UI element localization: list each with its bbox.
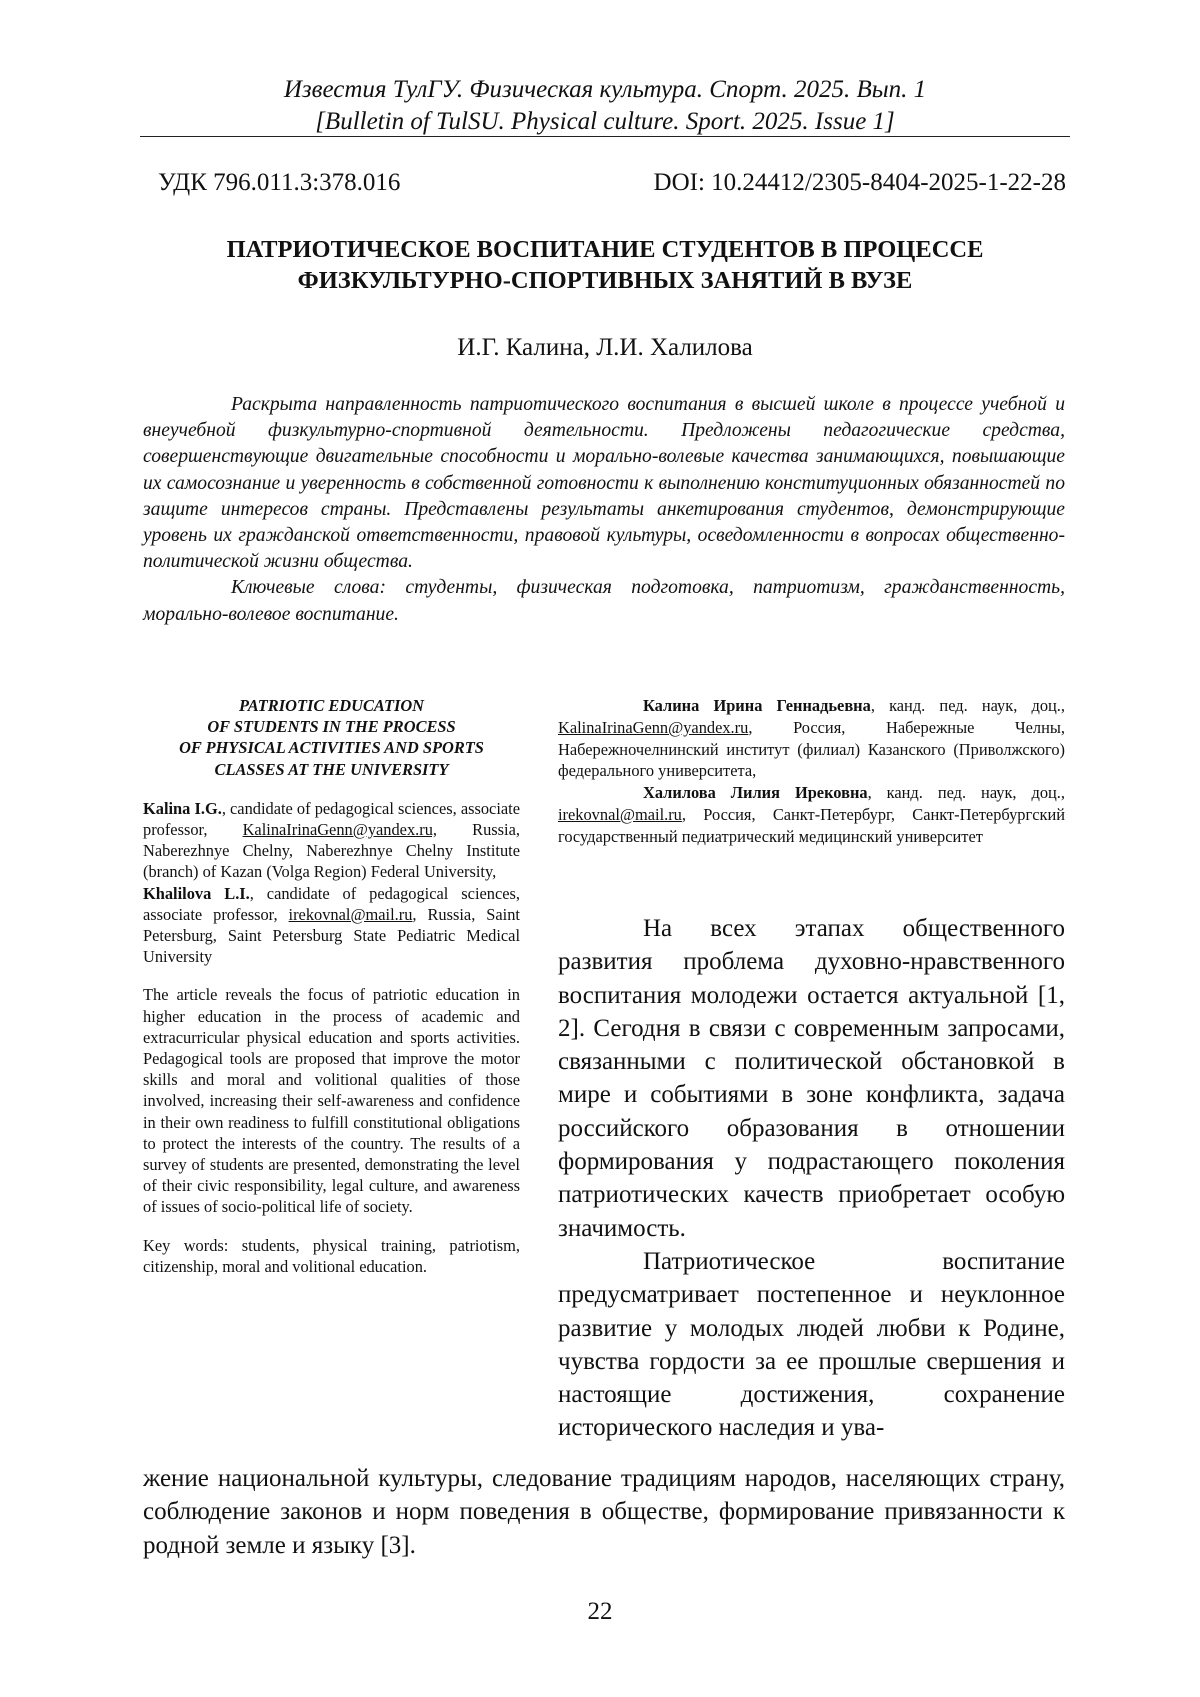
ru-author-1-degree: , канд. пед. наук, доц., xyxy=(870,696,1065,715)
body-paragraph-2-start: Патриотическое воспитание предусматривает постепенное и неуклонное развитие у молодых людей любви к Родине, чувства гордости за ее прошлые свершения и настоящие достижения, сохранение исторического наследия и ува- xyxy=(558,1247,1065,1442)
journal-header xyxy=(140,74,1070,138)
abstract-ru xyxy=(143,392,1065,628)
article-authors: И.Г. Калина, Л.И. Халилова xyxy=(457,334,753,361)
english-author-2 xyxy=(143,883,520,968)
english-title-line3: OF PHYSICAL ACTIVITIES AND SPORTS xyxy=(179,738,484,758)
ru-author-1-email[interactable]: KalinaIrinaGenn@yandex.ru xyxy=(558,717,749,737)
journal-header-en: [Bulletin of TulSU. Physical culture. Sport. 2025. Issue 1] xyxy=(315,108,895,135)
header-rule xyxy=(140,136,1070,137)
english-title-line1: PATRIOTIC EDUCATION xyxy=(238,696,425,715)
doi-code: DOI: 10.24412/2305-8404-2025-1-22-28 xyxy=(653,169,1066,196)
page-number: 22 xyxy=(587,1598,613,1625)
ru-author-2-degree: , канд. пед. наук, доц., xyxy=(867,783,1065,803)
article-title xyxy=(140,234,1070,296)
english-title xyxy=(143,695,520,780)
ru-author-2-email[interactable]: irekovnal@mail.ru xyxy=(558,804,682,824)
body-text-right xyxy=(558,912,1065,1445)
body-paragraph-2-end: жение национальной культуры, следование традициям народов, населяющих страну, соблюдение законов и норм поведения в обществе, формирование привязанности к родной земле и языку [3]. xyxy=(143,1465,1065,1559)
english-title-line2: OF STUDENTS IN THE PROCESS xyxy=(207,717,456,737)
ru-author-1-name: Калина Ирина Геннадьевна xyxy=(643,696,871,715)
english-author-2-name: Khalilova L.I. xyxy=(143,883,250,903)
english-abstract: The article reveals the focus of patriotic education in higher education in the process of academic and extracurricular physical education and sports activities. Pedagogical tools are proposed that improve the motor skills and moral and volitional qualities of those involved, increasing their self-awareness and confidence in their own readiness to fulfill constitutional obligations to protect the interests of the country. The results of a survey of students are presented, demonstrating the level of their civic responsibility, legal culture, and awareness of issues of socio-political life of society. xyxy=(143,985,520,1217)
journal-header-ru: Известия ТулГУ. Физическая культура. Спорт. 2025. Вып. 1 xyxy=(283,76,927,103)
abstract-ru-text: Раскрыта направленность патриотического воспитания в высшей школе в процессе учебной и внеучебной физкультурно-спортивной деятельности. Предложены педагогические средства, совершенствующие двигательные способности и морально-волевые качества занимающихся, повышающие их самосознание и уверенность в собственной готовности к выполнению конституционных обязанностей по защите интересов страны. Представлены результаты анкетирования студентов, демонстрирующие уровень их гражданской ответственности, правовой культуры, осведомленности в вопросах общественно-политической жизни общества. xyxy=(143,394,1065,573)
body-paragraph-1: На всех этапах общественного развития проблема духовно-нравственного воспитания молодежи остается актуальной [1, 2]. Сегодня в связи с современным запросами, связанными с политической обстановкой в мире и событиями в зоне конфликта, задача российского образования в отношении формирования у подрастающего поколения патриотических качеств приобретает особую значимость. xyxy=(558,915,1065,1242)
english-author-2-email[interactable]: irekovnal@mail.ru xyxy=(288,904,413,924)
ru-author-1-affiliation: , Россия, Набережные Челны, Набережночелнинский институт (филиал) Казанского (Приволжского) федерального университета, xyxy=(558,717,1065,781)
english-author-1-degree: , candidate of pedagogical sciences, associate professor, xyxy=(143,798,520,840)
russian-author-info xyxy=(558,695,1065,848)
ru-author-2-affiliation: , Россия, Санкт-Петербург, Санкт-Петербургский государственный педиатрический медицинский университет xyxy=(558,804,1065,846)
article-title-line1: ПАТРИОТИЧЕСКОЕ ВОСПИТАНИЕ СТУДЕНТОВ В ПРОЦЕССЕ xyxy=(226,236,984,263)
body-text-full-width xyxy=(143,1462,1065,1562)
ru-author-2 xyxy=(558,782,1065,847)
english-author-2-degree: , candidate of pedagogical sciences, associate professor, xyxy=(143,883,520,924)
english-author-1-affiliation: Russia, Naberezhnye Chelny, Naberezhnye Chelny Institute (branch) of Kazan (Volga Region) Federal University, xyxy=(143,820,520,882)
english-title-line4: CLASSES AT THE UNIVERSITY xyxy=(214,759,449,779)
english-keywords: Key words: students, physical training, patriotism, citizenship, moral and volitional education. xyxy=(143,1235,520,1276)
english-author-2-affiliation: , Russia, Saint Petersburg, Saint Petersburg State Pediatric Medical University xyxy=(143,904,520,967)
ru-author-1 xyxy=(558,695,1065,782)
english-author-1 xyxy=(143,798,520,883)
english-summary-column xyxy=(143,695,520,1277)
article-title-line2: ФИЗКУЛЬТУРНО-СПОРТИВНЫХ ЗАНЯТИЙ В ВУЗЕ xyxy=(297,267,913,294)
ru-author-2-name: Халилова Лилия Ирековна xyxy=(643,783,868,803)
english-authors xyxy=(143,798,520,968)
english-author-1-email[interactable]: KalinaIrinaGenn@yandex.ru, xyxy=(242,820,438,840)
english-author-1-name: Kalina I.G. xyxy=(143,798,222,818)
keywords-ru: Ключевые слова: студенты, физическая подготовка, патриотизм, гражданственность, морально-волевое воспитание. xyxy=(143,577,1065,625)
udk-code: УДК 796.011.3:378.016 xyxy=(158,169,401,196)
